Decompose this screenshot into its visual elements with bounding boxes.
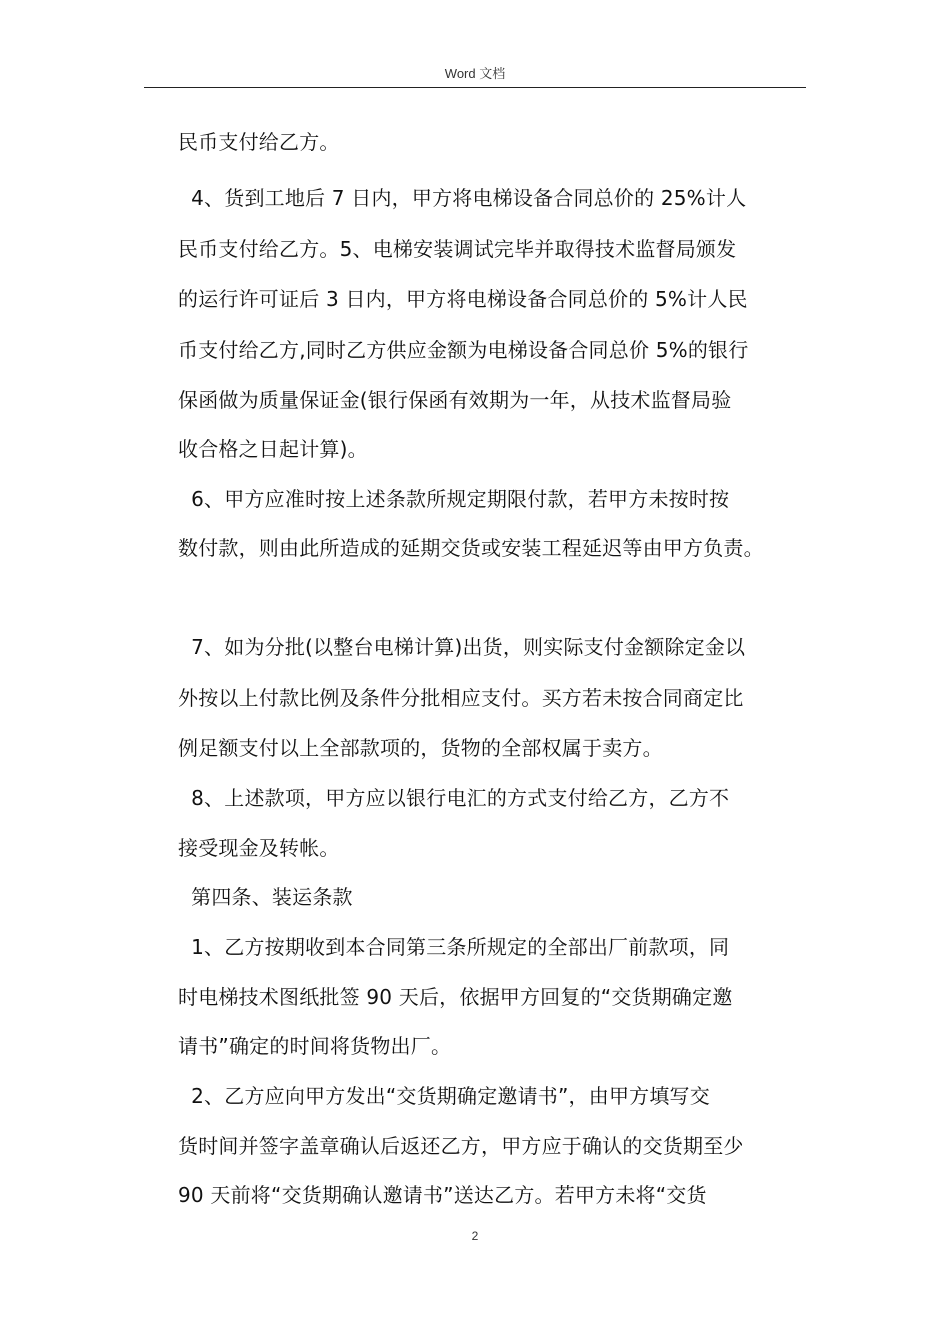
header-divider [144, 87, 806, 88]
text-line: 货时间并签字盖章确认后返还乙方，甲方应于确认的交货期至少 [178, 1134, 744, 1158]
text-line: 接受现金及转帐。 [178, 836, 340, 860]
text-line: 的运行许可证后 3 日内，甲方将电梯设备合同总价的 5%计人民 [178, 287, 748, 311]
text-line: 8、上述款项，甲方应以银行电汇的方式支付给乙方，乙方不 [178, 786, 730, 810]
page-number: 2 [471, 1229, 479, 1243]
text-line: 外按以上付款比例及条件分批相应支付。买方若未按合同商定比 [178, 686, 744, 710]
section-heading: 第四条、装运条款 [178, 885, 353, 909]
page-header: Word 文档 [444, 66, 506, 81]
text-line: 6、甲方应准时按上述条款所规定期限付款，若甲方未按时按 [178, 487, 730, 511]
text-line: 请书”确定的时间将货物出厂。 [178, 1034, 452, 1058]
text-line: 7、如为分批(以整台电梯计算)出货，则实际支付金额除定金以 [178, 635, 746, 659]
text-line: 时电梯技术图纸批签 90 天后，依据甲方回复的“交货期确定邀 [178, 985, 733, 1009]
text-line: 90 天前将“交货期确认邀请书”送达乙方。若甲方未将“交货 [178, 1183, 707, 1207]
text-line: 1、乙方按期收到本合同第三条所规定的全部出厂前款项，同 [178, 935, 730, 959]
text-line: 民币支付给乙方。5、电梯安装调试完毕并取得技术监督局颁发 [178, 237, 737, 261]
text-line: 收合格之日起计算)。 [178, 437, 368, 461]
text-line: 保函做为质量保证金(银行保函有效期为一年，从技术监督局验 [178, 388, 732, 412]
text-line: 例足额支付以上全部款项的，货物的全部权属于卖方。 [178, 736, 663, 760]
text-line: 2、乙方应向甲方发出“交货期确定邀请书”，由甲方填写交 [178, 1084, 710, 1108]
text-line: 4、货到工地后 7 日内，甲方将电梯设备合同总价的 25%计人 [178, 186, 747, 210]
text-line: 币支付给乙方,同时乙方供应金额为电梯设备合同总价 5%的银行 [178, 338, 749, 362]
text-line: 数付款，则由此所造成的延期交货或安装工程延迟等由甲方负责。 [178, 536, 764, 560]
text-line: 民币支付给乙方。 [178, 130, 340, 154]
